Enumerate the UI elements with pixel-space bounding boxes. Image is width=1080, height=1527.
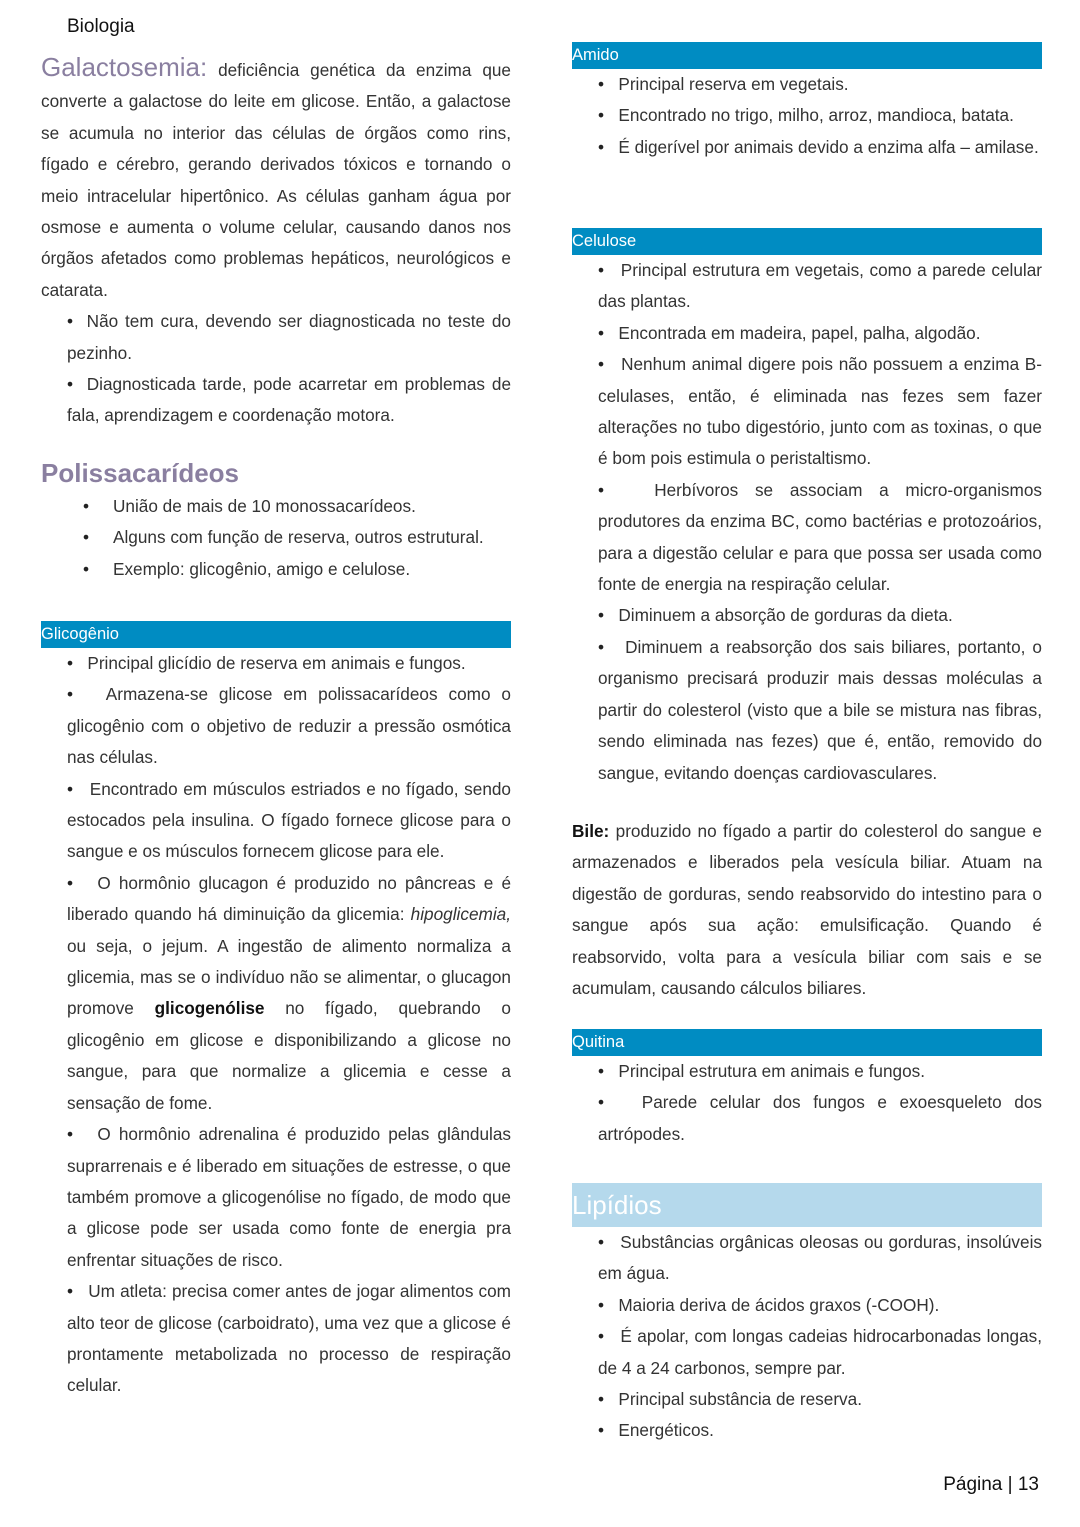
list-item: • O hormônio adrenalina é produzido pelas glândulas suprarrenais e é liberado em situações de estresse, o que também promove a glicogenólise no fígado, de modo que a glicose pode ser usada como fonte de energia pra enfrentar situações de risco. <box>67 1124 512 1270</box>
amido-bullets <box>572 69 1042 163</box>
list-item: • Maioria deriva de ácidos graxos (-COOH). <box>598 1294 940 1315</box>
section-heading-lipidios: Lipídios <box>572 1183 1042 1227</box>
section-bar-glicogenio: Glicogênio <box>41 621 511 648</box>
polissacarideos-section <box>41 455 511 585</box>
glicogenio-section <box>41 621 511 1402</box>
list-item: • Principal substância de reserva. <box>598 1389 862 1410</box>
celulose-bullets <box>572 255 1042 789</box>
list-item: • Não tem cura, devendo ser diagnosticada no teste do pezinho. <box>67 311 511 363</box>
bile-paragraph: Bile: produzido no fígado a partir do colesterol do sangue e armazenados e liberados pela vesícula biliar. Atuam na digestão de gorduras, sendo reabsorvido do intestino para o sangue após sua ação: emulsificação. Quando é reabsorvido, volta para a vesícula biliar com sais e se acumulam, causando cálculos biliares. <box>572 821 1042 999</box>
list-item: • É apolar, com longas cadeias hidrocarbonadas longas, de 4 a 24 carbonos, sempre par. <box>598 1326 1042 1378</box>
section-heading-polissacarideos: Polissacarídeos <box>41 458 239 488</box>
list-item: • Parede celular dos fungos e exoesqueleto dos artrópodes. <box>598 1092 1043 1144</box>
lipidios-bullets <box>572 1227 1042 1447</box>
document-header-subject: Biologia <box>67 16 135 37</box>
list-item: • Diagnosticada tarde, pode acarretar em problemas de fala, aprendizagem e coordenação motora. <box>67 374 511 426</box>
section-bar-quitina: Quitina <box>572 1029 1042 1056</box>
list-item: • Um atleta: precisa comer antes de jogar alimentos com alto teor de glicose (carboidrato), uma vez que a glicose é prontamente metabolizada no processo de respiração celular. <box>67 1281 511 1396</box>
list-item: • Principal estrutura em animais e fungos. <box>598 1061 926 1081</box>
quitina-section <box>572 1029 1042 1150</box>
italic-term: hipoglicemia, <box>410 904 511 925</box>
list-item: • Herbívoros se associam a micro-organismos produtores da enzima BC, como bactérias e protozoários, para a digestão celular e para que possa ser usada como fonte de energia na respiração celular. <box>598 479 1042 595</box>
list-item: • Nenhum animal digere pois não possuem a enzima B-celulases, então, é eliminada nas fezes sem fazer alterações no tubo digestório, junto com as toxinas, o que é bom pois estimula o peristaltismo. <box>598 354 1042 469</box>
amido-section <box>572 42 1042 163</box>
list-item: • Principal reserva em vegetais. <box>598 74 849 94</box>
list-item: • Principal estrutura em vegetais, como a parede celular das plantas. <box>598 260 1042 312</box>
list-item: • Encontrado em músculos estriados e no fígado, sendo estocados pela insulina. O fígado fornece glicose para o sangue e os músculos fornecem glicose para ele. <box>67 778 511 862</box>
bile-section <box>572 816 1042 1004</box>
list-item: • Alguns com função de reserva, outros estrutural. <box>83 527 484 548</box>
galactosemia-bullets <box>41 306 511 432</box>
quitina-bullets <box>572 1056 1042 1150</box>
polissacarideos-bullets <box>41 491 511 585</box>
bile-term: Bile: <box>572 821 610 841</box>
list-item: • Diminuem a reabsorção dos sais biliares, portanto, o organismo precisará produzir mais dessas moléculas a partir do colesterol (visto que a bile se mistura nas fibras, sendo eliminada nas fezes) que é, então, removido do sangue, evitando doenças cardiovasculares. <box>598 636 1042 783</box>
celulose-section <box>572 228 1042 789</box>
page-number: Página | 13 <box>943 1474 1039 1495</box>
galactosemia-paragraph: Galactosemia: deficiência genética da enzima que converte a galactose do leite em glicose. Então, a galactose se acumula no interior das células de órgãos como rins, fígado e cérebro, gerando derivados tóxicos e tornando o meio intracelular hipertônico. As células ganham água por osmose e aumenta o volume celular, causando danos nos órgãos afetados como problemas hepáticos, neurológicos e catarata. <box>41 52 511 300</box>
list-item: • É digerível por animais devido a enzima alfa – amilase. <box>598 136 1039 157</box>
section-bar-celulose: Celulose <box>572 228 1042 255</box>
galactosemia-section <box>41 52 511 432</box>
list-item: • Diminuem a absorção de gorduras da dieta. <box>598 605 953 626</box>
list-item: • Armazena-se glicose em polissacarídeos como o glicogênio com o objetivo de reduzir a pressão osmótica nas células. <box>67 684 511 768</box>
lipidios-section <box>572 1183 1042 1447</box>
list-item: • Encontrada em madeira, papel, palha, algodão. <box>598 322 981 343</box>
section-bar-amido: Amido <box>572 42 1042 69</box>
list-item: • Energéticos. <box>598 1420 714 1441</box>
list-item: • Principal glicídio de reserva em animais e fungos. <box>67 653 466 673</box>
list-item: • União de mais de 10 monossacarídeos. <box>83 496 416 516</box>
galactosemia-term: Galactosemia: <box>41 52 208 82</box>
glicogenio-bullets <box>41 648 511 1402</box>
list-item: • Encontrado no trigo, milho, arroz, mandioca, batata. <box>598 105 1014 126</box>
list-item: • Substâncias orgânicas oleosas ou gorduras, insolúveis em água. <box>598 1232 1042 1284</box>
list-item: • Exemplo: glicogênio, amigo e celulose. <box>83 558 411 579</box>
list-item: • O hormônio glucagon é produzido no pâncreas e é liberado quando há diminuição da glicemia: hipoglicemia, ou seja, o jejum. A ingestão de alimento normaliza a glicemia, mas se o indivíduo não se alimentar, o glucagon promove glicogenólise no fígado, quebrando o glicogênio em glicose e disponibilizando a glicose no sangue, para que normalize a glicemia e cesse a sensação de fome. <box>67 872 511 1113</box>
bold-term: glicogenólise <box>154 998 265 1019</box>
